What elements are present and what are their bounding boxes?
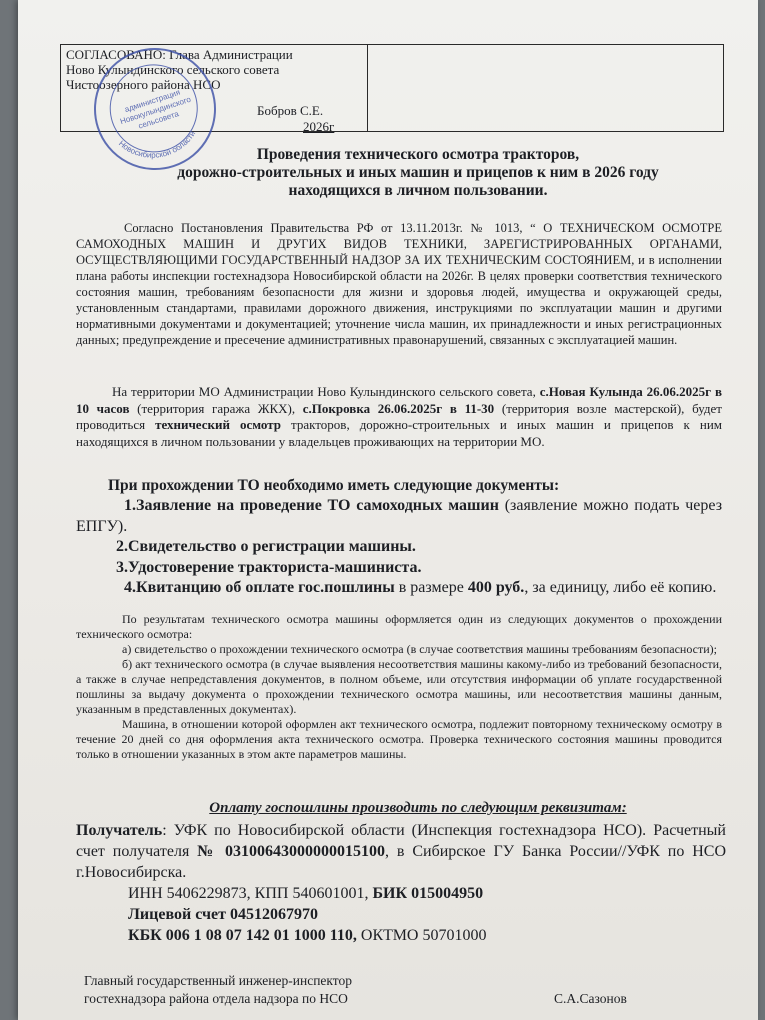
document-item-2: 2.Свидетельство о регистрации машины. (116, 538, 416, 555)
footer-signature (84, 972, 724, 1008)
schedule-place1: с.Новая Кулында 26.06.2025г в 10 часов (76, 384, 722, 416)
stamp-center-text: администрация Новокулындинского сельсовета (118, 87, 192, 131)
footer-signer: С.А.Сазонов (554, 991, 627, 1006)
results-reinspection: Машина, в отношении которой оформлен акт технического осмотра, подлежит повторному техническому осмотру в течение 20 дней со дня оформления акта технического осмотра. Проверка технического состояния машины проводится только в отношении указанных в этом акте параметров машины. (76, 717, 722, 761)
title-line3: находящихся в личном пользовании. (288, 182, 548, 199)
schedule-text1: На территории МО Администрации Ново Кулындинского сельского совета, (112, 384, 540, 399)
schedule-place2: с.Покровка 26.06.2025г в 11-30 (302, 400, 495, 416)
payment-details (76, 820, 726, 946)
approval-empty-cell (368, 45, 723, 131)
payment-personal-account: Лицевой счет 04512067970 (128, 906, 318, 923)
account-bank: , в Сибирское ГУ Банка России//УФК по НСО г.Новосибирска. (76, 843, 727, 881)
svg-text:Новосибирской области: Новосибирской области (116, 129, 198, 160)
document-title (148, 146, 688, 200)
recipient-label: Получатель (76, 822, 163, 839)
kbk: КБК 006 1 08 07 142 01 1000 110, (128, 927, 357, 944)
results-section (76, 612, 722, 762)
schedule-text4: тракторов, дорожно-строительных и иных машин и прицепов к ним находящихся в личном пользовании у владельцев проживающих на территории МО. (76, 417, 723, 449)
document-item-4 (76, 578, 722, 599)
payment-recipient (76, 820, 726, 883)
document-item-1-bold: 1.Заявление на проведение ТО самоходных машин (124, 497, 499, 514)
title-line1: Проведения технического осмотра тракторов, (256, 146, 580, 163)
document-item-1 (76, 496, 722, 537)
recipient-text: : УФК по Новосибирской области (Инспекция гостехнадзора НСО). Расчетный счет получателя (76, 822, 726, 860)
approval-line3: Чистоозерного района НСО (66, 77, 221, 92)
documents-heading: При прохождении ТО необходимо иметь следующие документы: (108, 477, 560, 494)
documents-list (76, 496, 722, 599)
payment-inn (128, 883, 726, 904)
results-option-a: а) свидетельство о прохождении технического осмотра (в случае соответствия машины требованиям безопасности); (122, 642, 717, 656)
document-item-4-text2: , за единицу, либо её копию. (524, 579, 717, 596)
footer-line2: гостехнадзора района отдела надзора по НСО (84, 991, 348, 1006)
payment-title: Оплату госпошлины производить по следующим реквизитам: (209, 800, 627, 816)
paragraph-schedule (76, 384, 722, 450)
results-option-b: б) акт технического осмотра (в случае выявления несоответствия машины какому-либо из требований безопасности, а также в случае непредставления документов, в полном объеме, или отсутствия информации об уплате государственной пошлины за выдачу документа о прохождении технического осмотра машины, или несоответствия машины данным, указанным в представленных документах). (76, 657, 722, 716)
document-item-4-bold: 4.Квитанцию об оплате гос.пошлины (124, 579, 395, 596)
inn-kpp: ИНН 5406229873, КПП 540601001, (128, 885, 373, 902)
payment-kbk (128, 925, 726, 946)
approval-name: Бобров С.Е. (257, 103, 324, 118)
document-item-4-fee: 400 руб. (467, 579, 525, 596)
document-item-4-text: в размере (394, 579, 468, 596)
schedule-text2: (территория гаража ЖКХ), (129, 400, 303, 416)
footer-line1: Главный государственный инженер-инспектор (84, 973, 353, 988)
document-item-3: 3.Удостоверение тракториста-машиниста. (116, 558, 422, 576)
results-intro: По результатам технического осмотра машины оформляется один из следующих документов о прохождении технического осмотра: (76, 612, 722, 641)
bik: БИК 015004950 (372, 885, 484, 902)
approval-year: 2026г (303, 119, 335, 134)
account-number: № 03100643000000015100 (197, 843, 386, 860)
schedule-text3: (территория возле мастерской), будет проводиться (76, 400, 722, 432)
oktmo: ОКТМО 50701000 (356, 927, 487, 944)
schedule-inspection: технический осмотр (155, 417, 282, 432)
paragraph-regulation: Согласно Постановления Правительства РФ от 13.11.2013г. № 1013, “ О ТЕХНИЧЕСКОМ ОСМОТРЕ САМОХОДНЫХ МАШИН И ДРУГИХ ВИДОВ ТЕХНИКИ, ЗАРЕГИСТРИРОВАННЫХ ОРГАНАМИ, ОСУЩЕСТВЛЯЮЩИМИ ГОСУДАРСТВЕННЫЙ НАДЗОР ЗА ИХ ТЕХНИЧЕСКИМ СОСТОЯНИЕМ, и в исполнении плана работы инспекции гостехнадзора Новосибирской области на 2026г. В целях проверки соответствия технического состояния машин, требованиям безопасности для жизни и здоровья людей, имущества и окружающей среды, установленным стандартами, правилами дорожного движения, инструкциями по эксплуатации машин и другими нормативными документами и документацией; уточнение числа машин, их принадлежности и иных регистрационных данных; предупреждение и пресечение административных правонарушений, связанных с эксплуатацией машин. (76, 221, 722, 347)
document-item-1-text: (заявление можно подать через ЕПГУ). (76, 497, 723, 535)
document-sheet (18, 0, 758, 1020)
approval-line2: Ново Кулындинского сельского совета (66, 62, 280, 77)
title-line2: дорожно-строительных и иных машин и прицепов к ним в 2026 году (177, 164, 659, 181)
approval-line1: СОГЛАСОВАНО: Глава Администрации (66, 47, 293, 62)
